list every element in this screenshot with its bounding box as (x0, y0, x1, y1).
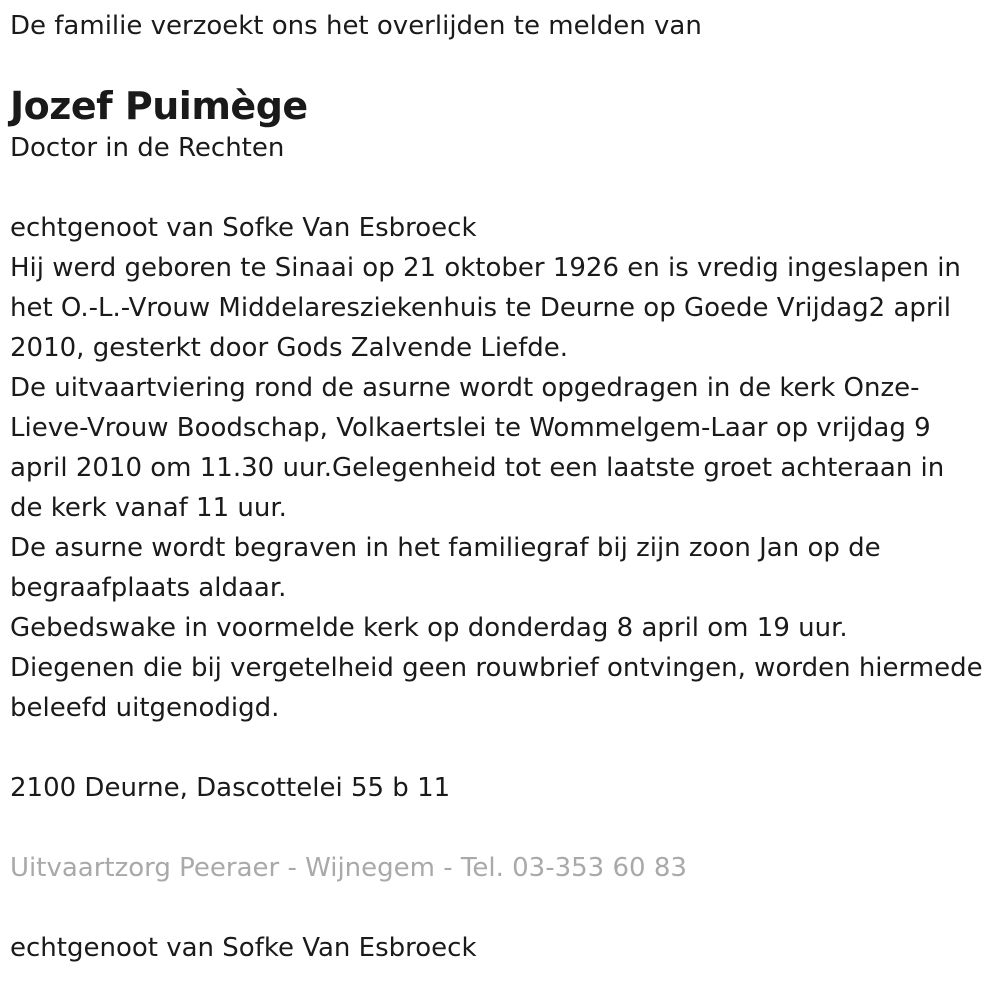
intro-text: De familie verzoekt ons het overlijden te melden van (10, 11, 702, 41)
deceased-name: Jozef Puimège (10, 84, 308, 128)
paragraph-funeral-service: De uitvaartviering rond de asurne wordt opgedragen in de kerk Onze-Lieve-Vrouw Boodschap, Volkaertslei te Wommelgem-Laar op vrijdag 9 april 2010 om 11.30 uur.Gelegenheid tot een laatste groet achteraan in de kerk vanaf 11 uur. (10, 373, 945, 523)
funeral-home-text: Uitvaartzorg Peeraer - Wijnegem - Tel. 03-353 60 83 (10, 853, 687, 883)
paragraph-burial: De asurne wordt begraven in het familiegraf bij zijn zoon Jan op de begraafplaats aldaar. (10, 533, 881, 603)
spouse-text: echtgenoot van Sofke Van Esbroeck (10, 213, 477, 243)
deceased-title: Doctor in de Rechten (10, 133, 285, 163)
paragraph-wake: Gebedswake in voormelde kerk op donderdag 8 april om 19 uur. (10, 613, 848, 643)
address-text: 2100 Deurne, Dascottelei 55 b 11 (10, 773, 451, 803)
obituary-notice (10, 6, 985, 968)
paragraph-invitation: Diegenen die bij vergetelheid geen rouwbrief ontvingen, worden hiermede beleefd uitgenodigd. (10, 653, 983, 723)
spacer (10, 888, 985, 928)
spacer (10, 728, 985, 768)
spacer (10, 168, 985, 208)
spouse-text-repeat: echtgenoot van Sofke Van Esbroeck (10, 933, 477, 963)
paragraph-birth-death: Hij werd geboren te Sinaai op 21 oktober 1926 en is vredig ingeslapen in het O.-L.-Vrouw Middelaresziekenhuis te Deurne op Goede Vrijdag2 april 2010, gesterkt door Gods Zalvende Liefde. (10, 253, 961, 363)
spacer (10, 808, 985, 848)
notice-body (10, 248, 985, 728)
